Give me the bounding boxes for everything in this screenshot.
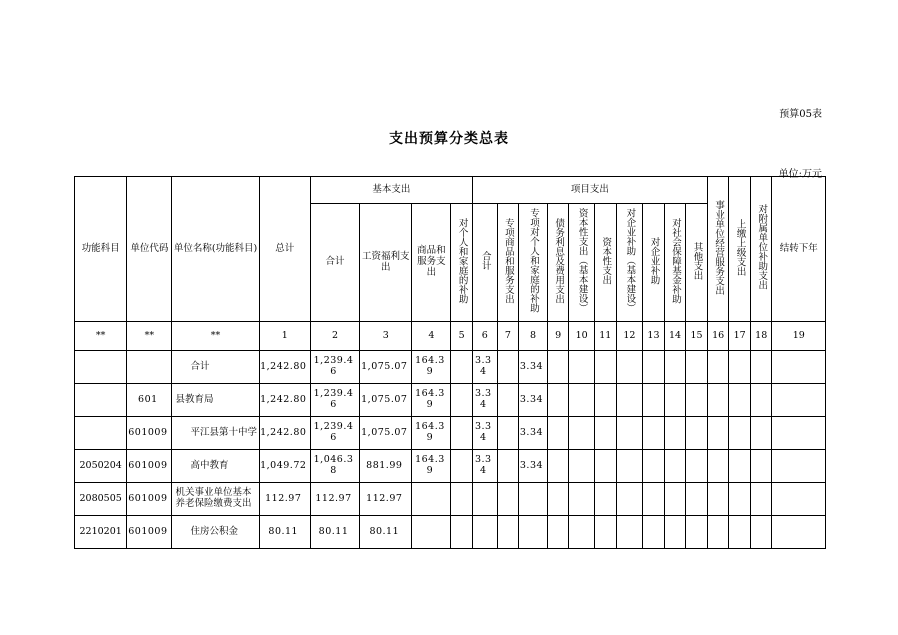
empty-cell [643, 483, 665, 516]
empty-cell [707, 516, 729, 549]
unit-name-cell: 合计 [172, 351, 259, 384]
total-cell: 1,242.80 [259, 351, 310, 384]
proj-subsidy-cell: 3.34 [519, 384, 548, 417]
goods-cell: 164.39 [412, 450, 451, 483]
unit-code-cell: 601009 [127, 450, 172, 483]
proj-subsidy-cell [519, 516, 548, 549]
proj-sum-cell: 3.34 [472, 450, 497, 483]
table-row [75, 516, 826, 549]
total-cell: 112.97 [259, 483, 310, 516]
unit-code-cell: 601 [127, 384, 172, 417]
empty-cell [616, 351, 643, 384]
empty-cell [686, 417, 708, 450]
total-cell: 1,242.80 [259, 417, 310, 450]
unit-code-cell: 601009 [127, 417, 172, 450]
func-subject-cell: 2080505 [75, 483, 127, 516]
header-proj-goods: 专项商品和服务支出 [497, 204, 519, 322]
empty-cell [686, 483, 708, 516]
column-index-cell: 16 [707, 322, 729, 351]
header-unit-code: 单位代码 [127, 177, 172, 322]
header-affiliated: 对附属单位补助支出 [750, 177, 772, 322]
empty-cell [707, 384, 729, 417]
empty-cell [664, 450, 686, 483]
column-index-cell: 11 [595, 322, 617, 351]
proj-sum-cell: 3.34 [472, 384, 497, 417]
wage-cell: 112.97 [360, 483, 412, 516]
column-index-cell: 6 [472, 322, 497, 351]
empty-cell [772, 483, 826, 516]
proj-subsidy-cell: 3.34 [519, 450, 548, 483]
empty-cell [686, 351, 708, 384]
empty-cell [616, 516, 643, 549]
header-proj-sum: 合计 [472, 204, 497, 322]
empty-cell [569, 351, 595, 384]
empty-cell [547, 450, 569, 483]
subsidy-cell [451, 417, 473, 450]
column-index-cell: 13 [643, 322, 665, 351]
basic-sum-cell: 1,046.38 [310, 450, 359, 483]
empty-cell [772, 351, 826, 384]
empty-cell [616, 417, 643, 450]
goods-cell [412, 483, 451, 516]
header-basic-subsidy: 对个人和家庭的补助 [451, 204, 473, 322]
empty-cell [569, 384, 595, 417]
empty-cell [595, 384, 617, 417]
header-proj-capital: 资本性支出 [595, 204, 617, 322]
column-index-cell: ** [75, 322, 127, 351]
header-proj-capital-build: 资本性支出（基本建设） [569, 204, 595, 322]
func-subject-cell: 2050204 [75, 450, 127, 483]
table-row [75, 483, 826, 516]
empty-cell [595, 351, 617, 384]
empty-cell [595, 417, 617, 450]
form-number: 预算05表 [779, 109, 822, 120]
header-proj-other: 其他支出 [686, 204, 708, 322]
empty-cell [547, 351, 569, 384]
empty-cell [750, 351, 772, 384]
header-inst-operating: 事业单位经营服务支出 [707, 177, 729, 322]
empty-cell [616, 384, 643, 417]
empty-cell [616, 483, 643, 516]
unit-code-cell: 601009 [127, 483, 172, 516]
subsidy-cell [451, 351, 473, 384]
proj-goods-cell [497, 384, 519, 417]
empty-cell [750, 483, 772, 516]
proj-goods-cell [497, 516, 519, 549]
page-title: 支出预算分类总表 [389, 131, 509, 147]
header-proj-debt: 债务利息及费用支出 [547, 204, 569, 322]
empty-cell [664, 417, 686, 450]
func-subject-cell: 2210201 [75, 516, 127, 549]
empty-cell [664, 384, 686, 417]
header-proj-ent-build: 对企业补助（基本建设） [616, 204, 643, 322]
header-carry-over: 结转下年 [772, 177, 826, 322]
subsidy-cell [451, 450, 473, 483]
header-proj-ent: 对企业补助 [643, 204, 665, 322]
empty-cell [686, 450, 708, 483]
column-index-cell: 3 [360, 322, 412, 351]
empty-cell [643, 417, 665, 450]
column-index-cell: 7 [497, 322, 519, 351]
proj-subsidy-cell [519, 483, 548, 516]
proj-subsidy-cell: 3.34 [519, 417, 548, 450]
func-subject-cell [75, 351, 127, 384]
empty-cell [729, 450, 751, 483]
header-total: 总计 [259, 177, 310, 322]
basic-sum-cell: 112.97 [310, 483, 359, 516]
header-proj-social: 对社会保障基金补助 [664, 204, 686, 322]
goods-cell: 164.39 [412, 417, 451, 450]
empty-cell [750, 384, 772, 417]
empty-cell [547, 417, 569, 450]
column-index-cell: 14 [664, 322, 686, 351]
column-index-cell: 5 [451, 322, 473, 351]
empty-cell [707, 351, 729, 384]
empty-cell [729, 351, 751, 384]
subsidy-cell [451, 384, 473, 417]
basic-sum-cell: 1,239.46 [310, 384, 359, 417]
column-index-cell: 19 [772, 322, 826, 351]
empty-cell [664, 516, 686, 549]
empty-cell [772, 417, 826, 450]
empty-cell [643, 516, 665, 549]
unit-name-cell: 住房公积金 [172, 516, 259, 549]
empty-cell [547, 384, 569, 417]
column-index-cell: 15 [686, 322, 708, 351]
empty-cell [772, 516, 826, 549]
column-index-cell: 4 [412, 322, 451, 351]
header-basic-group: 基本支出 [310, 177, 472, 204]
total-cell: 1,049.72 [259, 450, 310, 483]
header-unit-name: 单位名称(功能科目) [172, 177, 259, 322]
func-subject-cell [75, 384, 127, 417]
empty-cell [772, 384, 826, 417]
column-index-cell: 12 [616, 322, 643, 351]
proj-sum-cell: 3.34 [472, 417, 497, 450]
wage-cell: 1,075.07 [360, 384, 412, 417]
unit-label: 单位:万元 [778, 169, 822, 180]
empty-cell [750, 516, 772, 549]
header-func-subject: 功能科目 [75, 177, 127, 322]
empty-cell [686, 384, 708, 417]
unit-name-cell: 高中教育 [172, 450, 259, 483]
column-index-cell: ** [172, 322, 259, 351]
header-project-group: 项目支出 [472, 177, 707, 204]
header-basic-goods: 商品和服务支出 [412, 204, 451, 322]
empty-cell [643, 351, 665, 384]
header-turn-over: 上缴上级支出 [729, 177, 751, 322]
table-row [75, 417, 826, 450]
subsidy-cell [451, 483, 473, 516]
proj-goods-cell [497, 417, 519, 450]
proj-goods-cell [497, 351, 519, 384]
table-row [75, 450, 826, 483]
func-subject-cell [75, 417, 127, 450]
subsidy-cell [451, 516, 473, 549]
wage-cell: 881.99 [360, 450, 412, 483]
header-proj-subsidy: 专项对个人和家庭的补助 [519, 204, 548, 322]
empty-cell [707, 483, 729, 516]
column-index-cell: 8 [519, 322, 548, 351]
unit-name-cell: 县教育局 [172, 384, 259, 417]
empty-cell [750, 417, 772, 450]
unit-name-cell: 平江县第十中学 [172, 417, 259, 450]
empty-cell [643, 384, 665, 417]
empty-cell [547, 516, 569, 549]
empty-cell [729, 384, 751, 417]
total-cell: 1,242.80 [259, 384, 310, 417]
empty-cell [707, 417, 729, 450]
empty-cell [547, 483, 569, 516]
proj-subsidy-cell: 3.34 [519, 351, 548, 384]
column-index-cell: ** [127, 322, 172, 351]
total-cell: 80.11 [259, 516, 310, 549]
basic-sum-cell: 80.11 [310, 516, 359, 549]
empty-cell [750, 450, 772, 483]
column-index-cell: 1 [259, 322, 310, 351]
unit-code-cell [127, 351, 172, 384]
empty-cell [569, 417, 595, 450]
proj-sum-cell: 3.34 [472, 351, 497, 384]
proj-sum-cell [472, 516, 497, 549]
proj-sum-cell [472, 483, 497, 516]
header-basic-sum: 合计 [310, 204, 359, 322]
empty-cell [729, 483, 751, 516]
empty-cell [664, 483, 686, 516]
empty-cell [686, 516, 708, 549]
empty-cell [772, 450, 826, 483]
empty-cell [569, 516, 595, 549]
budget-table [74, 176, 826, 549]
wage-cell: 1,075.07 [360, 417, 412, 450]
goods-cell [412, 516, 451, 549]
basic-sum-cell: 1,239.46 [310, 417, 359, 450]
goods-cell: 164.39 [412, 384, 451, 417]
proj-goods-cell [497, 483, 519, 516]
proj-goods-cell [497, 450, 519, 483]
unit-code-cell: 601009 [127, 516, 172, 549]
empty-cell [643, 450, 665, 483]
column-index-cell: 2 [310, 322, 359, 351]
empty-cell [595, 516, 617, 549]
wage-cell: 1,075.07 [360, 351, 412, 384]
empty-cell [729, 417, 751, 450]
table-row [75, 351, 826, 384]
basic-sum-cell: 1,239.46 [310, 351, 359, 384]
empty-cell [569, 450, 595, 483]
column-index-cell: 9 [547, 322, 569, 351]
column-index-cell: 18 [750, 322, 772, 351]
empty-cell [595, 483, 617, 516]
header-basic-wage: 工资福利支出 [360, 204, 412, 322]
goods-cell: 164.39 [412, 351, 451, 384]
empty-cell [664, 351, 686, 384]
empty-cell [729, 516, 751, 549]
empty-cell [569, 483, 595, 516]
column-index-row [75, 322, 826, 351]
unit-name-cell: 机关事业单位基本养老保险缴费支出 [172, 483, 259, 516]
table-row [75, 384, 826, 417]
empty-cell [595, 450, 617, 483]
empty-cell [707, 450, 729, 483]
column-index-cell: 10 [569, 322, 595, 351]
wage-cell: 80.11 [360, 516, 412, 549]
column-index-cell: 17 [729, 322, 751, 351]
empty-cell [616, 450, 643, 483]
